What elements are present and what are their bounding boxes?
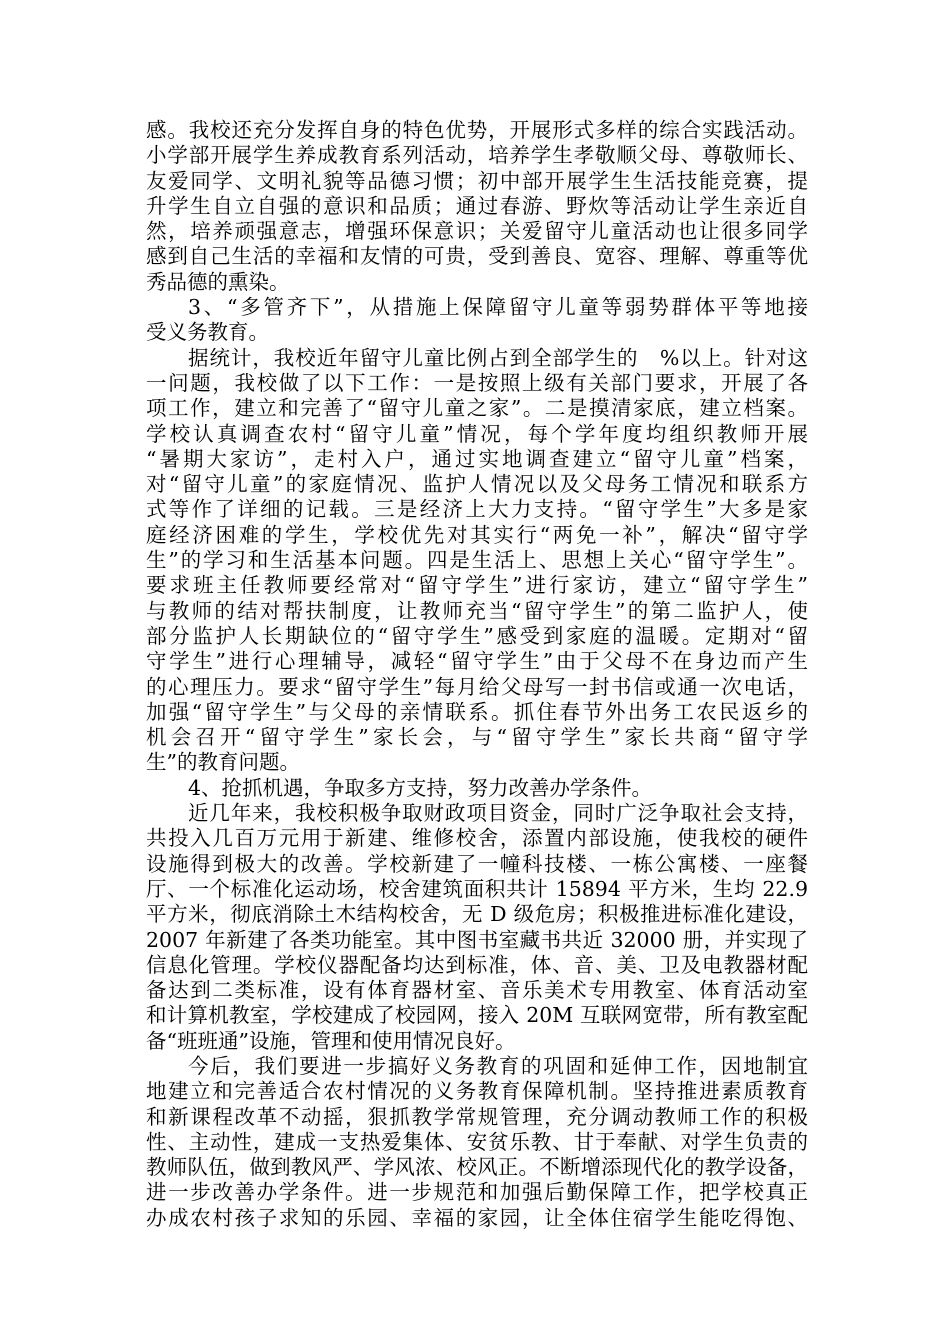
text-line: 升学生自立自强的意识和品质；通过春游、野炊等活动让学生亲近自 — [146, 193, 808, 218]
text-line: 庭经济困难的学生，学校优先对其实行“两免一补”，解决“留守学 — [146, 522, 808, 547]
text-line: 部分监护人长期缺位的“留守学生”感受到家庭的温暖。定期对“留 — [146, 623, 808, 648]
text-line: 对“留守儿童”的家庭情况、监护人情况以及父母务工情况和联系方 — [146, 472, 808, 497]
document-page — [146, 118, 808, 1231]
text-line: 办成农村孩子求知的乐园、幸福的家园，让全体住宿学生能吃得饱、 — [146, 1205, 808, 1230]
text-line: 2007 年新建了各类功能室。其中图书室藏书共近 32000 册，并实现了 — [146, 927, 808, 952]
text-line: 性、主动性，建成一支热爱集体、安贫乐教、甘于奉献、对学生负责的 — [146, 1129, 808, 1154]
text-line: 4、抢抓机遇，争取多方支持，努力改善办学条件。 — [188, 775, 653, 800]
text-line: 加强“留守学生”与父母的亲情联系。抓住春节外出务工农民返乡的 — [146, 699, 808, 724]
text-line: 的心理压力。要求“留守学生”每月给父母写一封书信或通一次电话， — [146, 674, 808, 699]
text-line: 地建立和完善适合农村情况的义务教育保障机制。坚持推进素质教育 — [146, 1079, 808, 1104]
text-line: “暑期大家访”，走村入户，通过实地调查建立“留守儿童”档案， — [146, 446, 808, 471]
text-line: 小学部开展学生养成教育系列活动，培养学生孝敬顺父母、尊敬师长、 — [146, 143, 808, 168]
text-line: 3、“多管齐下”，从措施上保障留守儿童等弱势群体平等地接 — [188, 295, 808, 320]
text-line: 生”的学习和生活基本问题。四是生活上、思想上关心“留守学生”。 — [146, 548, 808, 573]
text-line: 机会召开“留守学生”家长会，与“留守学生”家长共商“留守学 — [146, 725, 808, 750]
text-line: 友爱同学、文明礼貌等品德习惯；初中部开展学生生活技能竞赛，提 — [146, 168, 808, 193]
text-line: 与教师的结对帮扶制度，让教师充当“留守学生”的第二监护人，使 — [146, 598, 808, 623]
text-line: 据统计，我校近年留守儿童比例占到全部学生的 %以上。针对这 — [188, 345, 808, 370]
text-line: 项工作，建立和完善了“留守儿童之家”。二是摸清家底，建立档案。 — [146, 396, 808, 421]
text-line: 备达到二类标准，设有体育器材室、音乐美术专用教室、体育活动室 — [146, 978, 808, 1003]
text-line: 然，培养顽强意志，增强环保意识；关爱留守儿童活动也让很多同学 — [146, 219, 808, 244]
text-line: 平方米，彻底消除土木结构校舍，无 D 级危房；积极推进标准化建设， — [146, 902, 808, 927]
text-line: 备“班班通”设施，管理和使用情况良好。 — [146, 1028, 516, 1053]
text-line: 感到自己生活的幸福和友情的可贵，受到善良、宽容、理解、尊重等优 — [146, 244, 808, 269]
text-line: 设施得到极大的改善。学校新建了一幢科技楼、一栋公寓楼、一座餐 — [146, 851, 808, 876]
text-line: 和新课程改革不动摇，狠抓教学常规管理，充分调动教师工作的积极 — [146, 1104, 808, 1129]
text-line: 教师队伍，做到教风严、学风浓、校风正。不断增添现代化的教学设备， — [146, 1155, 808, 1180]
text-line: 共投入几百万元用于新建、维修校舍，添置内部设施，使我校的硬件 — [146, 826, 808, 851]
text-line: 信息化管理。学校仪器配备均达到标准，体、音、美、卫及电教器材配 — [146, 952, 808, 977]
text-line: 要求班主任教师要经常对“留守学生”进行家访，建立“留守学生” — [146, 573, 808, 598]
text-line: 学校认真调查农村“留守儿童”情况，每个学年度均组织教师开展 — [146, 421, 808, 446]
text-line: 感。我校还充分发挥自身的特色优势，开展形式多样的综合实践活动。 — [146, 118, 808, 142]
text-line: 近几年来，我校积极争取财政项目资金，同时广泛争取社会支持， — [188, 801, 808, 826]
text-line: 秀品德的熏染。 — [146, 269, 290, 294]
text-line: 进一步改善办学条件。进一步规范和加强后勤保障工作，把学校真正 — [146, 1180, 808, 1205]
text-line: 一问题，我校做了以下工作：一是按照上级有关部门要求，开展了各 — [146, 370, 808, 395]
text-line: 受义务教育。 — [146, 320, 269, 345]
text-line: 守学生”进行心理辅导，减轻“留守学生”由于父母不在身边而产生 — [146, 649, 808, 674]
text-line: 生”的教育问题。 — [146, 750, 300, 775]
text-line: 和计算机教室，学校建成了校园网，接入 20M 互联网宽带，所有教室配 — [146, 1003, 808, 1028]
text-line: 式等作了详细的记载。三是经济上大力支持。“留守学生”大多是家 — [146, 497, 808, 522]
text-line: 厅、一个标准化运动场，校舍建筑面积共计 15894 平方米，生均 22.9 — [146, 876, 808, 901]
text-line: 今后，我们要进一步搞好义务教育的巩固和延伸工作，因地制宜 — [188, 1053, 808, 1078]
